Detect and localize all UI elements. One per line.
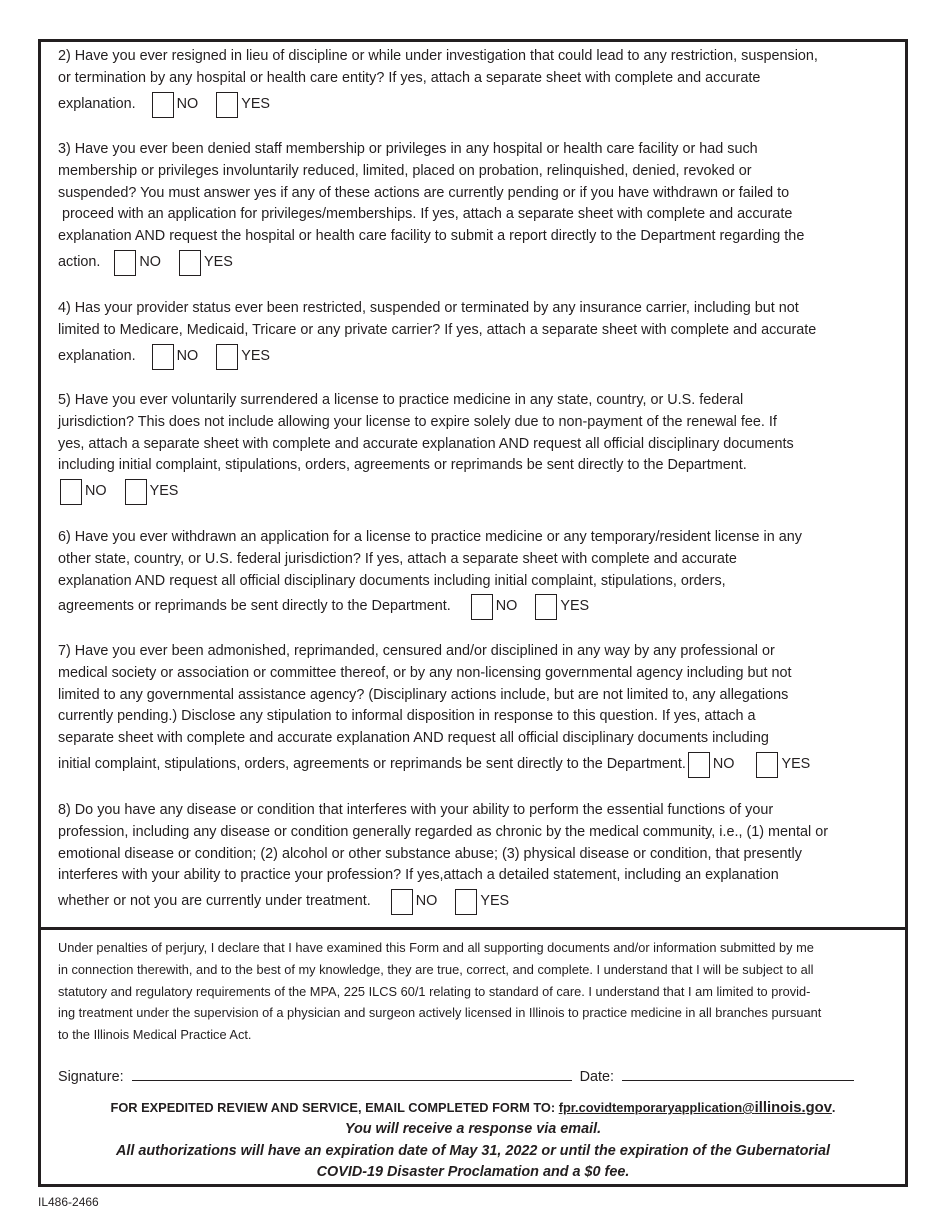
q2-no-option[interactable] bbox=[152, 92, 199, 118]
no-label: NO bbox=[176, 347, 199, 364]
no-label: NO bbox=[176, 95, 199, 112]
q8-no-option[interactable] bbox=[391, 889, 438, 915]
yes-label: YES bbox=[560, 598, 590, 615]
question-text: 2) Have you ever resigned in lieu of discipline or while under investigation that could lead to any restriction, suspension, bbox=[58, 48, 818, 64]
q4-yes-checkbox[interactable] bbox=[216, 344, 238, 370]
section-divider bbox=[38, 927, 908, 930]
q2-yes-checkbox[interactable] bbox=[216, 92, 238, 118]
q7-yes-option[interactable] bbox=[756, 752, 810, 778]
q3-yes-checkbox[interactable] bbox=[179, 250, 201, 276]
q2-yes-option[interactable] bbox=[216, 92, 270, 118]
declaration-line: to the Illinois Medical Practice Act. bbox=[58, 1027, 252, 1043]
question-2 bbox=[58, 46, 898, 119]
form-number: IL486-2466 bbox=[38, 1195, 99, 1209]
q5-no-checkbox[interactable] bbox=[60, 479, 82, 505]
no-label: NO bbox=[85, 483, 107, 500]
no-label: NO bbox=[139, 254, 161, 271]
question-text: explanation. bbox=[58, 95, 136, 112]
question-text: explanation AND request the hospital or health care facility to submit a report directly to the Department regarding the bbox=[58, 228, 805, 245]
question-text: 3) Have you ever been denied staff membership or privileges in any hospital or health care facility or had such bbox=[58, 141, 758, 157]
email-link[interactable] bbox=[559, 1100, 832, 1115]
signature-row bbox=[58, 1066, 854, 1085]
email-prefix: FOR EXPEDITED REVIEW AND SERVICE, EMAIL COMPLETED FORM TO: bbox=[110, 1100, 559, 1115]
question-text: proceed with an application for privileges/memberships. If yes, attach a separate sheet with complete and accurate bbox=[58, 206, 793, 223]
expedited-review-notice bbox=[40, 1100, 906, 1116]
question-text: action. bbox=[58, 254, 101, 271]
q6-yes-checkbox[interactable] bbox=[535, 594, 557, 620]
question-text: 8) Do you have any disease or condition that interferes with your ability to perform the essential functions of your bbox=[58, 802, 774, 818]
declaration-line: Under penalties of perjury, I declare that I have examined this Form and all supporting documents and/or information submitted by me bbox=[58, 940, 814, 955]
question-5 bbox=[58, 390, 898, 506]
question-text: interferes with your ability to practice your profession? If yes,attach a detailed statement, including an explanation bbox=[58, 867, 779, 884]
q2-no-checkbox[interactable] bbox=[152, 92, 174, 118]
yes-label: YES bbox=[204, 254, 233, 271]
question-text: limited to Medicare, Medicaid, Tricare or any private carrier? If yes, attach a separate sheet with complete and accurate bbox=[58, 321, 817, 338]
email-local: fpr.covidtemporaryapplication@ bbox=[558, 1100, 755, 1115]
q5-yes-checkbox[interactable] bbox=[125, 479, 147, 505]
q8-yes-option[interactable] bbox=[455, 889, 509, 915]
yes-label: YES bbox=[241, 95, 271, 112]
signature-label: Signature: bbox=[58, 1069, 124, 1085]
expiration-notice-line-2: COVID-19 Disaster Proclamation and a $0 fee. bbox=[316, 1164, 630, 1180]
question-text: 6) Have you ever withdrawn an application for a license to practice medicine or any temporary/resident license in any bbox=[58, 529, 802, 545]
response-notice: You will receive a response via email. bbox=[344, 1121, 602, 1137]
question-text: initial complaint, stipulations, orders, agreements or reprimands be sent directly to the Department. bbox=[58, 756, 686, 773]
date-label: Date: bbox=[579, 1069, 615, 1085]
question-text: other state, country, or U.S. federal jurisdiction? If yes, attach a separate sheet with complete and accurate bbox=[58, 550, 737, 567]
email-suffix: . bbox=[831, 1100, 836, 1115]
q7-yes-checkbox[interactable] bbox=[756, 752, 778, 778]
question-text: or termination by any hospital or health care entity? If yes, attach a separate sheet with complete and accurate bbox=[58, 69, 761, 86]
question-text: 5) Have you ever voluntarily surrendered a license to practice medicine in any state, country, or U.S. federal bbox=[58, 392, 744, 408]
no-label: NO bbox=[712, 756, 735, 773]
perjury-declaration bbox=[58, 937, 898, 1046]
question-6 bbox=[58, 527, 898, 621]
question-text: 4) Has your provider status ever been restricted, suspended or terminated by any insurance carrier, including but not bbox=[58, 300, 799, 316]
question-text: whether or not you are currently under treatment. bbox=[58, 893, 371, 910]
no-label: NO bbox=[495, 598, 518, 615]
declaration-line: statutory and regulatory requirements of the MPA, 225 ILCS 60/1 relating to standard of care. I understand that I am limited to provid- bbox=[58, 983, 811, 999]
yes-label: YES bbox=[781, 756, 811, 773]
question-text: medical society or association or committee thereof, or by any non-licensing governmental agency including but not bbox=[58, 664, 792, 681]
question-text: currently pending.) Disclose any stipulation to informal disposition in response to this question. If yes, attach a bbox=[58, 708, 756, 725]
email-domain: illinois.gov bbox=[754, 1100, 832, 1116]
question-text: explanation. bbox=[58, 347, 136, 364]
question-text: membership or privileges involuntarily reduced, limited, placed on probation, relinquished, denied, revoked or bbox=[58, 162, 752, 179]
question-text: including initial complaint, stipulations, orders, agreements or reprimands be sent directly to the Department. bbox=[58, 457, 747, 474]
q8-no-checkbox[interactable] bbox=[391, 889, 413, 915]
signature-field[interactable] bbox=[132, 1066, 572, 1081]
question-text: limited to any governmental assistance agency? (Disciplinary actions include, but are not limited to, any allegations bbox=[58, 686, 789, 703]
q4-yes-option[interactable] bbox=[216, 344, 270, 370]
q7-no-option[interactable] bbox=[688, 752, 735, 778]
expiration-notice-line-1: All authorizations will have an expiration date of May 31, 2022 or until the expiration of the Gubernatorial bbox=[115, 1143, 831, 1159]
yes-label: YES bbox=[241, 347, 271, 364]
yes-label: YES bbox=[480, 893, 510, 910]
q5-yes-option[interactable] bbox=[125, 479, 179, 505]
q6-no-checkbox[interactable] bbox=[471, 594, 493, 620]
q3-yes-option[interactable] bbox=[179, 250, 233, 276]
question-text: profession, including any disease or condition generally regarded as chronic by the medical community, i.e., (1) mental or bbox=[58, 823, 829, 840]
question-text: 7) Have you ever been admonished, reprimanded, censured and/or disciplined in any way by any professional or bbox=[58, 643, 775, 659]
question-4 bbox=[58, 298, 898, 371]
q8-yes-checkbox[interactable] bbox=[455, 889, 477, 915]
q3-no-checkbox[interactable] bbox=[114, 250, 136, 276]
q5-no-option[interactable] bbox=[60, 479, 107, 505]
question-text: yes, attach a separate sheet with complete and accurate explanation AND request all official disciplinary documents bbox=[58, 435, 794, 452]
question-text: agreements or reprimands be sent directly to the Department. bbox=[58, 598, 451, 615]
no-label: NO bbox=[415, 893, 438, 910]
question-8 bbox=[58, 800, 898, 916]
question-7 bbox=[58, 641, 898, 779]
yes-label: YES bbox=[149, 483, 179, 500]
declaration-line: in connection therewith, and to the best of my knowledge, they are true, correct, and complete. I understand that I will be subject to all bbox=[58, 961, 814, 977]
date-field[interactable] bbox=[622, 1066, 854, 1081]
q4-no-checkbox[interactable] bbox=[152, 344, 174, 370]
q7-no-checkbox[interactable] bbox=[688, 752, 710, 778]
q6-no-option[interactable] bbox=[471, 594, 518, 620]
question-text: separate sheet with complete and accurate explanation AND request all official disciplinary documents including bbox=[58, 730, 769, 747]
declaration-line: ing treatment under the supervision of a physician and surgeon actively licensed in Illinois to practice medicine in all branches pursuant bbox=[58, 1005, 822, 1021]
question-text: suspended? You must answer yes if any of these actions are currently pending or if you have withdrawn or failed to bbox=[58, 184, 790, 201]
question-3 bbox=[58, 139, 898, 277]
question-text: explanation AND request all official disciplinary documents including initial complaint, stipulations, orders, bbox=[58, 572, 726, 589]
question-text: emotional disease or condition; (2) alcohol or other substance abuse; (3) physical disease or condition, that presently bbox=[58, 845, 802, 862]
q4-no-option[interactable] bbox=[152, 344, 199, 370]
q3-no-option[interactable] bbox=[114, 250, 161, 276]
question-text: jurisdiction? This does not include allowing your license to expire solely due to non-payment of the renewal fee. If bbox=[58, 413, 777, 430]
q6-yes-option[interactable] bbox=[535, 594, 589, 620]
